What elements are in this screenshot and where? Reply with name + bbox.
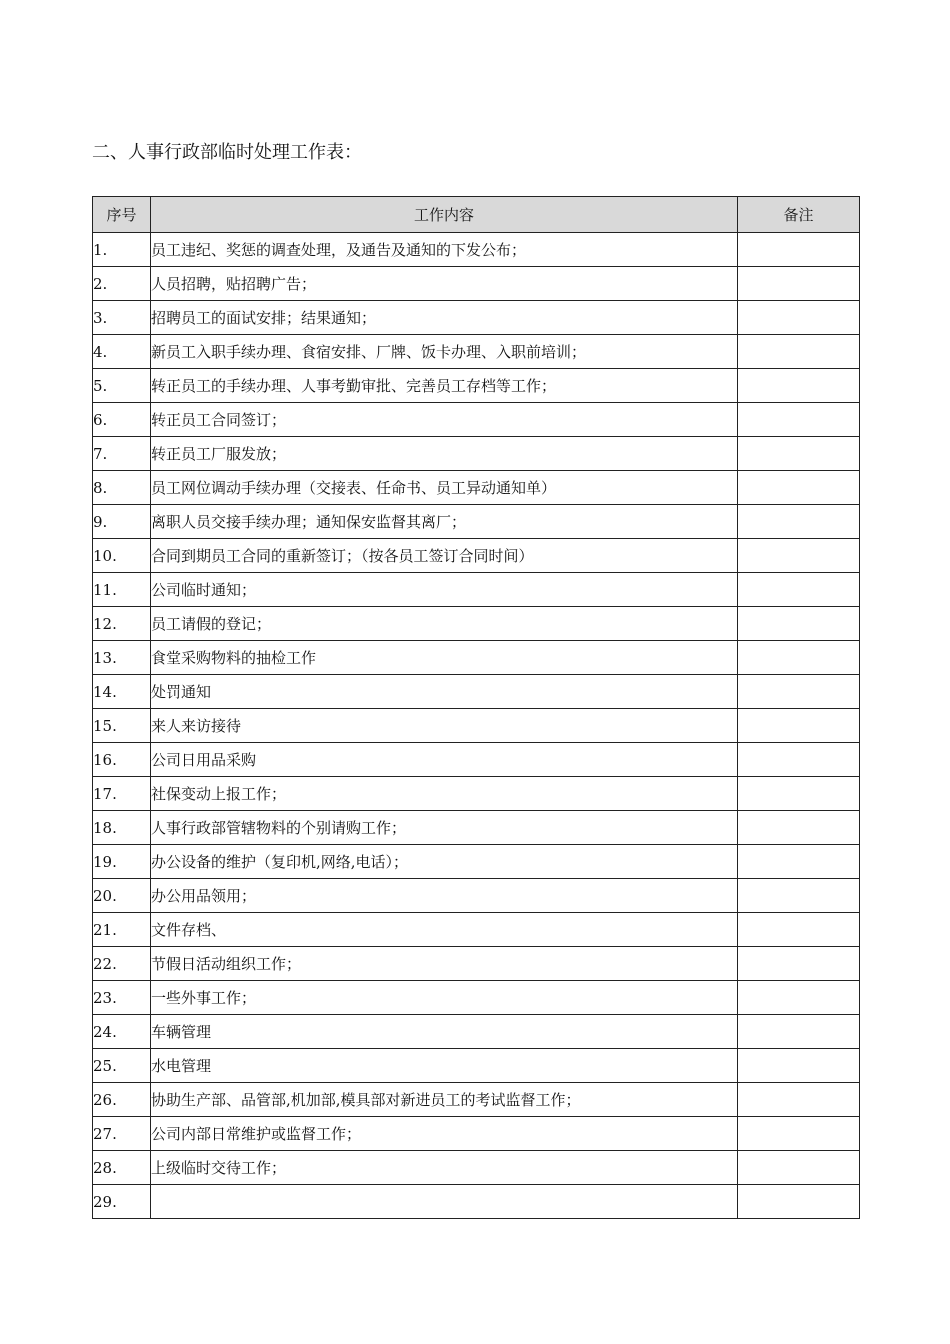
row-content: 转正员工厂服发放； <box>151 437 738 471</box>
row-note <box>738 709 860 743</box>
row-note <box>738 471 860 505</box>
row-content: 食堂采购物料的抽检工作 <box>151 641 738 675</box>
table-row <box>93 573 860 607</box>
table-row <box>93 1049 860 1083</box>
section-title: 二、人事行政部临时处理工作表： <box>92 142 362 163</box>
row-content: 公司日用品采购 <box>151 743 738 777</box>
row-number: 28. <box>93 1151 151 1185</box>
row-number: 8. <box>93 471 151 505</box>
row-content: 车辆管理 <box>151 1015 738 1049</box>
row-note <box>738 539 860 573</box>
row-note <box>738 233 860 267</box>
row-number: 29. <box>93 1185 151 1219</box>
row-content: 办公用品领用； <box>151 879 738 913</box>
row-content: 一些外事工作； <box>151 981 738 1015</box>
table-row <box>93 1151 860 1185</box>
table-row <box>93 777 860 811</box>
row-content: 处罚通知 <box>151 675 738 709</box>
row-number: 13. <box>93 641 151 675</box>
row-content: 协助生产部、品管部,机加部,模具部对新进员工的考试监督工作； <box>151 1083 738 1117</box>
row-number: 16. <box>93 743 151 777</box>
row-note <box>738 1151 860 1185</box>
table-row <box>93 437 860 471</box>
table-row <box>93 845 860 879</box>
row-note <box>738 913 860 947</box>
row-note <box>738 505 860 539</box>
row-note <box>738 1015 860 1049</box>
table-row <box>93 1083 860 1117</box>
row-number: 1. <box>93 233 151 267</box>
row-note <box>738 845 860 879</box>
row-number: 27. <box>93 1117 151 1151</box>
table-row <box>93 471 860 505</box>
row-content: 转正员工合同签订； <box>151 403 738 437</box>
table-header <box>93 197 860 233</box>
table-row <box>93 301 860 335</box>
table-row <box>93 641 860 675</box>
row-number: 7. <box>93 437 151 471</box>
row-number: 25. <box>93 1049 151 1083</box>
table-row <box>93 607 860 641</box>
row-note <box>738 1185 860 1219</box>
row-number: 6. <box>93 403 151 437</box>
row-note <box>738 301 860 335</box>
row-number: 10. <box>93 539 151 573</box>
row-note <box>738 403 860 437</box>
row-content: 办公设备的维护（复印机,网络,电话）； <box>151 845 738 879</box>
row-content: 新员工入职手续办理、食宿安排、厂牌、饭卡办理、入职前培训； <box>151 335 738 369</box>
table-row <box>93 505 860 539</box>
row-number: 24. <box>93 1015 151 1049</box>
row-content: 员工请假的登记； <box>151 607 738 641</box>
row-content: 水电管理 <box>151 1049 738 1083</box>
row-content: 上级临时交待工作； <box>151 1151 738 1185</box>
row-number: 18. <box>93 811 151 845</box>
row-content: 人员招聘，贴招聘广告； <box>151 267 738 301</box>
row-content: 招聘员工的面试安排；结果通知； <box>151 301 738 335</box>
table-row <box>93 743 860 777</box>
row-note <box>738 607 860 641</box>
table-row <box>93 981 860 1015</box>
row-note <box>738 335 860 369</box>
row-note <box>738 1117 860 1151</box>
row-content: 公司内部日常维护或监督工作； <box>151 1117 738 1151</box>
row-number: 3. <box>93 301 151 335</box>
header-row <box>93 197 860 233</box>
table-row <box>93 811 860 845</box>
row-note <box>738 641 860 675</box>
row-number: 21. <box>93 913 151 947</box>
row-content: 员工网位调动手续办理（交接表、任命书、员工异动通知单） <box>151 471 738 505</box>
work-table <box>92 196 860 1219</box>
row-number: 20. <box>93 879 151 913</box>
header-note: 备注 <box>738 197 860 233</box>
row-content: 社保变动上报工作； <box>151 777 738 811</box>
row-note <box>738 267 860 301</box>
header-content: 工作内容 <box>151 197 738 233</box>
row-note <box>738 1049 860 1083</box>
row-content: 离职人员交接手续办理；通知保安监督其离厂； <box>151 505 738 539</box>
row-content: 节假日活动组织工作； <box>151 947 738 981</box>
table-row <box>93 403 860 437</box>
row-content: 合同到期员工合同的重新签订；（按各员工签订合同时间） <box>151 539 738 573</box>
table-body <box>93 233 860 1219</box>
row-content: 公司临时通知； <box>151 573 738 607</box>
row-note <box>738 743 860 777</box>
table-row <box>93 335 860 369</box>
table-row <box>93 675 860 709</box>
row-note <box>738 369 860 403</box>
header-no: 序号 <box>93 197 151 233</box>
row-number: 5. <box>93 369 151 403</box>
row-number: 19. <box>93 845 151 879</box>
row-number: 23. <box>93 981 151 1015</box>
row-note <box>738 777 860 811</box>
row-number: 9. <box>93 505 151 539</box>
row-number: 17. <box>93 777 151 811</box>
table-row <box>93 947 860 981</box>
row-note <box>738 879 860 913</box>
table-row <box>93 233 860 267</box>
row-number: 22. <box>93 947 151 981</box>
table-row <box>93 1015 860 1049</box>
table-row <box>93 709 860 743</box>
row-note <box>738 811 860 845</box>
row-number: 26. <box>93 1083 151 1117</box>
row-note <box>738 573 860 607</box>
row-note <box>738 1083 860 1117</box>
row-note <box>738 675 860 709</box>
row-content: 文件存档、 <box>151 913 738 947</box>
row-content: 人事行政部管辖物料的个别请购工作； <box>151 811 738 845</box>
row-content <box>151 1185 738 1219</box>
table-row <box>93 1117 860 1151</box>
table-row <box>93 913 860 947</box>
row-number: 15. <box>93 709 151 743</box>
table-row <box>93 1185 860 1219</box>
table-row <box>93 369 860 403</box>
row-content: 来人来访接待 <box>151 709 738 743</box>
row-number: 11. <box>93 573 151 607</box>
row-note <box>738 947 860 981</box>
row-content: 转正员工的手续办理、人事考勤审批、完善员工存档等工作； <box>151 369 738 403</box>
row-number: 4. <box>93 335 151 369</box>
table-row <box>93 879 860 913</box>
table-row <box>93 267 860 301</box>
row-number: 2. <box>93 267 151 301</box>
row-number: 14. <box>93 675 151 709</box>
row-number: 12. <box>93 607 151 641</box>
row-note <box>738 981 860 1015</box>
table-row <box>93 539 860 573</box>
row-note <box>738 437 860 471</box>
row-content: 员工违纪、奖惩的调查处理，及通告及通知的下发公布； <box>151 233 738 267</box>
